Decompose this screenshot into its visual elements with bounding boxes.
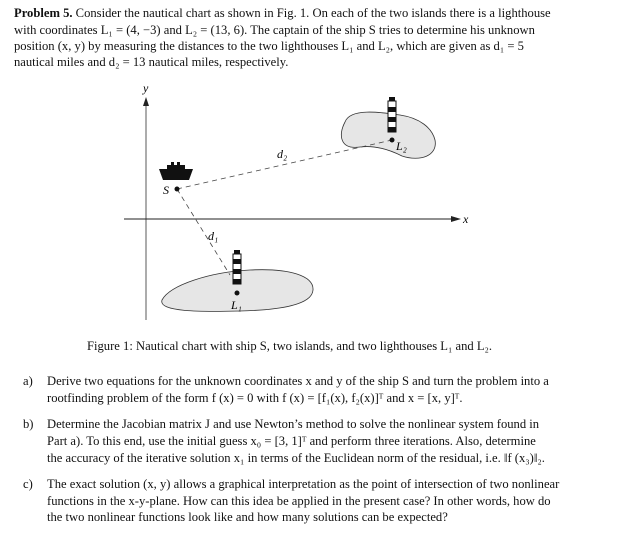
ship-label: S bbox=[163, 183, 169, 197]
lighthouse-1-point bbox=[235, 291, 240, 296]
part-a-label: a) bbox=[23, 374, 33, 388]
part-b-label: b) bbox=[23, 417, 34, 431]
figure-caption: Figure 1: Nautical chart with ship S, two islands, and two lighthouses L₁ and L₂. bbox=[87, 339, 493, 353]
ship-icon bbox=[159, 162, 193, 180]
problem-line-3: position (x, y) by measuring the distances to the two lighthouses L₁ and L₂, which are given as d₁ = 5 bbox=[14, 39, 524, 53]
lighthouse-1-icon bbox=[233, 250, 241, 284]
part-b-line-2: Part a). To this end, use the initial guess x₀ = [3, 1]ᵀ and perform three iterations. Also, determine bbox=[47, 434, 536, 448]
problem-label: Problem 5. bbox=[14, 6, 73, 20]
part-a-line-1: Derive two equations for the unknown coordinates x and y of the ship S and turn the problem into a bbox=[47, 374, 549, 388]
lighthouse-1-label: L₁ bbox=[231, 298, 242, 312]
problem-line-2: with coordinates L₁ = (4, −3) and L₂ = (13, 6). The captain of the ship S tries to determine his unknown bbox=[14, 23, 535, 37]
distance-1-label: d₁ bbox=[208, 229, 219, 243]
lighthouse-2-label: L₂ bbox=[396, 139, 407, 153]
distance-2-label: d₂ bbox=[277, 147, 288, 161]
lighthouse-2-point bbox=[390, 138, 395, 143]
distance-line-1 bbox=[177, 189, 230, 275]
ship-point bbox=[175, 187, 180, 192]
x-axis-arrow bbox=[451, 216, 461, 222]
part-b-line-3: the accuracy of the iterative solution x₁ in terms of the Euclidean norm of the residual, i.e. ‖f (x₃)‖₂. bbox=[47, 451, 545, 465]
part-c-label: c) bbox=[23, 477, 33, 491]
lighthouse-2-icon bbox=[388, 97, 396, 132]
problem-line-1: Problem 5. Consider the nautical chart as shown in Fig. 1. On each of the two islands there is a lighthouse bbox=[14, 6, 551, 20]
part-c-line-2: functions in the x-y-plane. How can this idea be applied in the present case? In other words, how do bbox=[47, 494, 551, 508]
problem-line-4: nautical miles and d₂ = 13 nautical miles, respectively. bbox=[14, 55, 289, 69]
y-axis-label: y bbox=[143, 81, 149, 95]
y-axis-arrow bbox=[143, 97, 149, 106]
part-c-line-3: the two nonlinear functions look like and how many solutions can be expected? bbox=[47, 510, 448, 524]
x-axis-label: x bbox=[463, 212, 469, 226]
part-b-line-1: Determine the Jacobian matrix J and use Newton’s method to solve the nonlinear system found in bbox=[47, 417, 540, 431]
part-c-line-1: The exact solution (x, y) allows a graphical interpretation as the point of intersection of two nonlinear bbox=[47, 477, 560, 491]
part-a-line-2: rootfinding problem of the form f (x) = 0 with f (x) = [f₁(x), f₂(x)]ᵀ and x = [x, y]ᵀ. bbox=[47, 391, 463, 405]
